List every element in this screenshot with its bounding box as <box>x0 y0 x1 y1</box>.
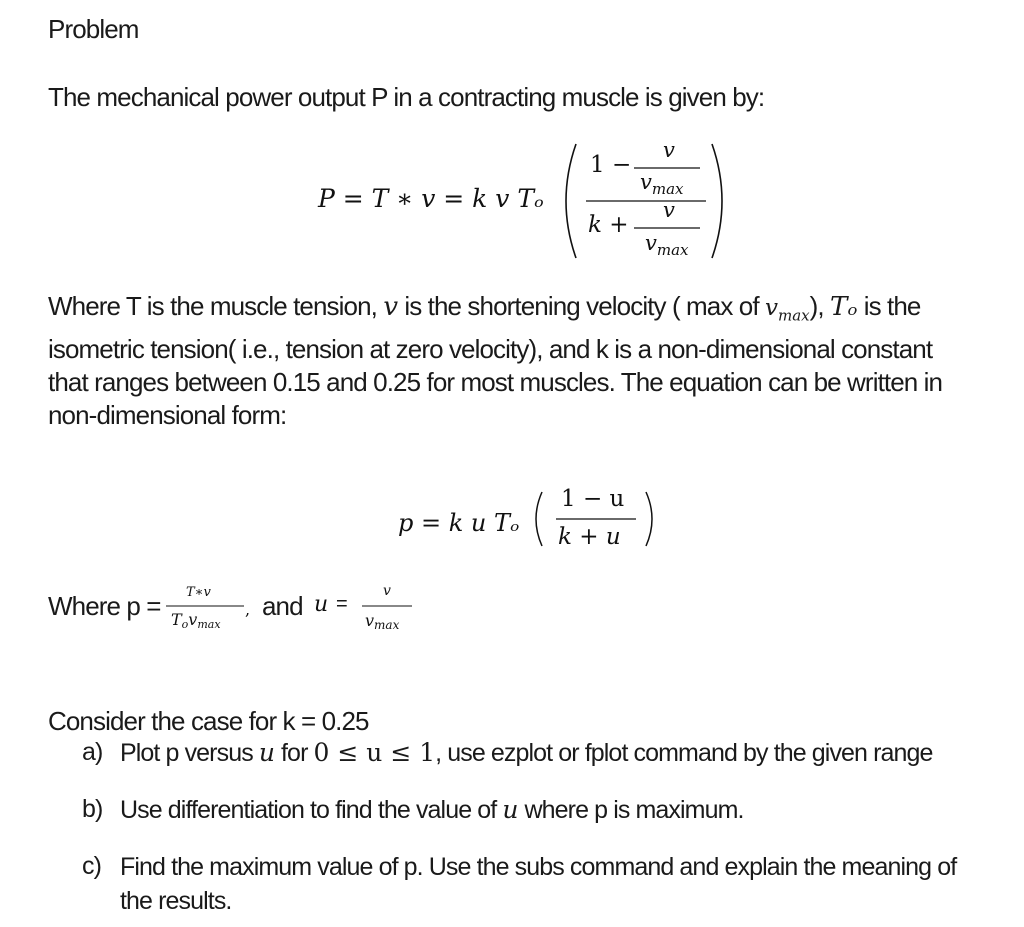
denominator-vmax: $v_{max}$ <box>645 231 689 259</box>
power-equation-lhs: P = T ∗ v = k v Tₒ <box>318 184 544 213</box>
and-text: and <box>262 591 303 621</box>
v-symbol: v <box>383 292 399 322</box>
vmax-symbol: $v_{max}$ <box>765 295 810 325</box>
u-def-denominator: $v_{max}$ <box>365 611 400 632</box>
p-def-denominator: $T_ov_{max}$ <box>171 610 221 631</box>
numerator-v: v <box>663 138 675 162</box>
u-equals: = <box>336 593 347 615</box>
nondim-numerator: 1 − u <box>561 486 625 512</box>
nondim-denominator: k + u <box>558 524 621 550</box>
nondim-equation-lhs: p = k u Tₒ <box>398 509 520 537</box>
consider-text: Consider the case for k = 0.25 <box>48 706 369 736</box>
numerator-vmax: $v_{max}$ <box>640 170 684 198</box>
numerator-one-minus: 1 − <box>590 152 632 178</box>
p-def-fraction-line <box>166 604 246 608</box>
task-c-text: Find the maximum value of p. Use the subs command and explain the meaning of the results. <box>120 853 957 915</box>
denominator-k-plus: k + <box>588 212 629 238</box>
task-c-label: c) <box>82 852 102 880</box>
u-def-numerator: v <box>383 583 391 599</box>
problem-heading: Problem <box>48 14 139 44</box>
task-b-text: Use differentiation to find the value of u where p is maximum. <box>120 795 744 824</box>
where-p-label: Where p = <box>48 591 161 621</box>
p-def-numerator: T∗v <box>186 585 211 600</box>
task-b-label: b) <box>82 795 103 823</box>
u-symbol: u <box>314 592 329 617</box>
u-range: 0 ≤ u ≤ 1 <box>313 738 436 767</box>
task-a-text: Plot p versus u for 0 ≤ u ≤ 1, use ezplot or fplot command by the given range <box>120 738 933 767</box>
u-def-fraction-line <box>362 604 414 608</box>
description-paragraph: Where T is the muscle tension, v is the shortening velocity ( max of $v_{max}$), Tₒ is the isometric tension( i.e., tension at zero velocity), and k is a non-dimensional constant that ranges between 0.15 and 0.25 for most muscles. The equation can be written in non-dimensional form: <box>48 291 943 430</box>
denominator-v: v <box>663 198 675 222</box>
task-a-label: a) <box>82 738 103 766</box>
to-symbol: Tₒ <box>830 292 858 322</box>
p-def-comma: , <box>245 600 251 619</box>
intro-text: The mechanical power output P in a contracting muscle is given by: <box>48 82 765 112</box>
